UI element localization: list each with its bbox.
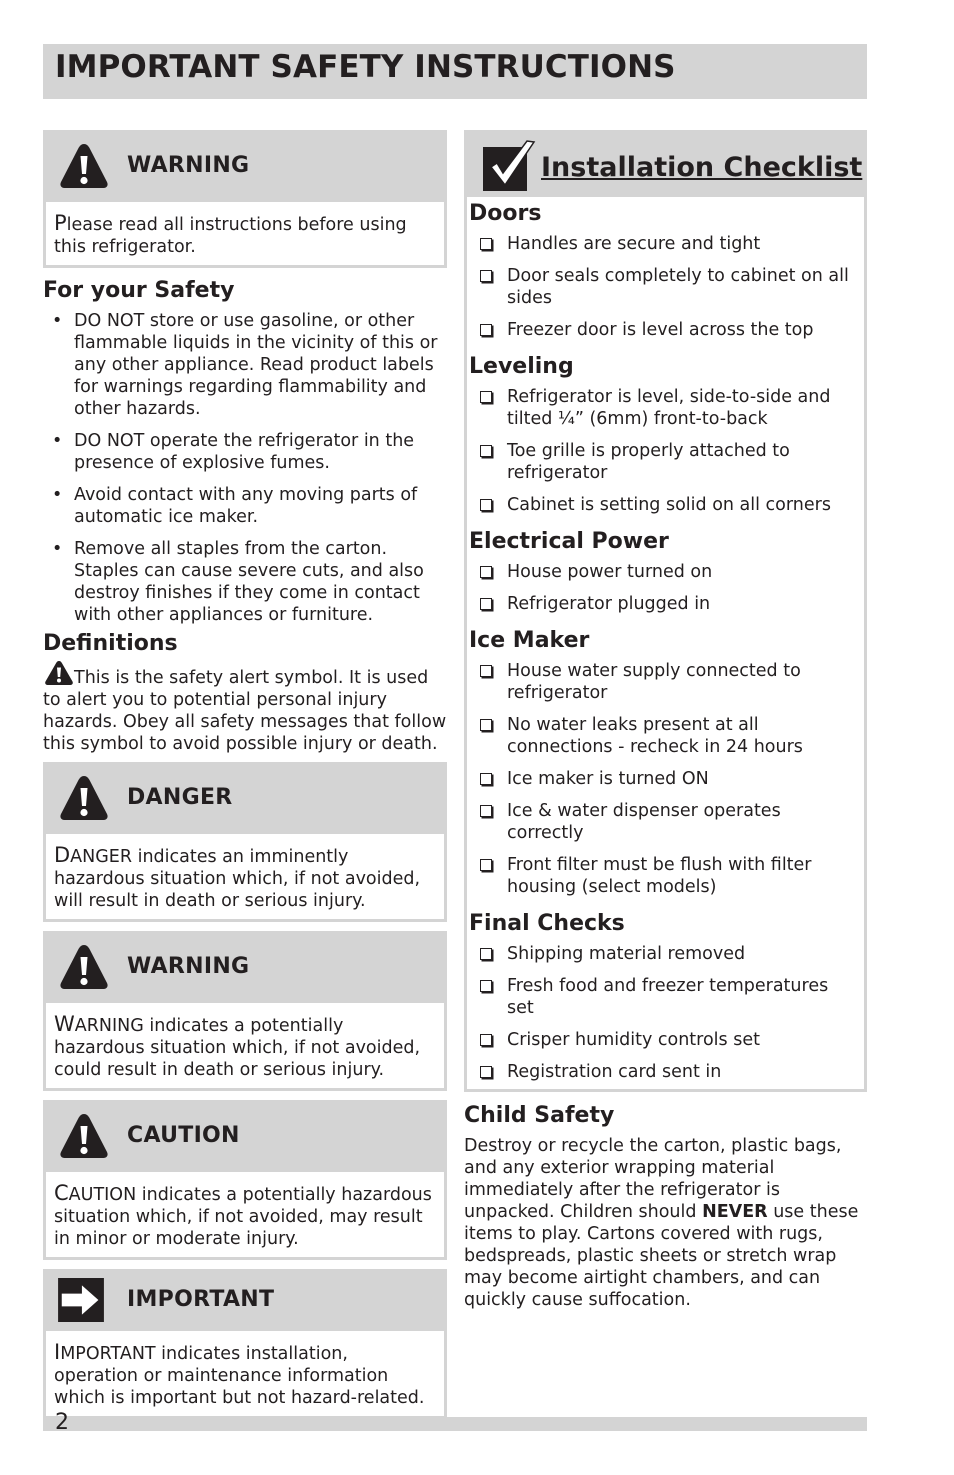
checklist-item: No water leaks present at all connections - recheck in 24 hours	[469, 714, 858, 758]
checklist-item: Refrigerator is level, side-to-side and tilted ¼” (6mm) front-to-back	[469, 386, 858, 430]
warning-label: WARNING	[127, 153, 250, 178]
checkbox-icon	[480, 859, 492, 871]
caution-label: CAUTION	[127, 1123, 240, 1148]
checklist-item: Shipping material removed	[469, 943, 858, 965]
arrow-right-icon	[58, 1278, 104, 1322]
checkbox-icon	[480, 238, 492, 250]
warning-triangle-icon	[59, 943, 109, 991]
child-safety-text: Destroy or recycle the carton, plastic bags, and any exterior wrapping material immediately after the refrigerator is unpacked. Children should NEVER use these items to play. Cartons covered with rugs, bedspreads, plastic sheets or stretch wrap may become airtight chambers, and can quickly cause suffocation.	[464, 1136, 859, 1310]
checkbox-icon	[480, 665, 492, 677]
checkmark-icon	[483, 139, 537, 191]
checklist-item: Ice & water dispenser operates correctly	[469, 800, 858, 844]
child-safety-section	[464, 1102, 867, 1311]
list-item: • DO NOT operate the refrigerator in the presence of explosive fumes.	[43, 430, 447, 474]
checklist-heading-ice-maker: Ice Maker	[469, 628, 590, 653]
checklist-item: Handles are secure and tight	[469, 233, 858, 255]
checklist-item: Fresh food and freezer temperatures set	[469, 975, 858, 1019]
warning-label: WARNING	[127, 954, 250, 979]
safety-list	[43, 310, 447, 626]
checklist-item: Ice maker is turned ON	[469, 768, 858, 790]
checkbox-icon	[480, 1034, 492, 1046]
checklist-item: Freezer door is level across the top	[469, 319, 858, 341]
warning-triangle-icon	[59, 774, 109, 822]
checkbox-icon	[480, 1066, 492, 1078]
checkbox-icon	[480, 598, 492, 610]
left-column	[43, 130, 447, 1428]
checkbox-icon	[480, 719, 492, 731]
definitions-heading: Definitions	[43, 631, 178, 656]
list-item: • DO NOT store or use gasoline, or other flammable liquids in the vicinity of this or any other appliance. Read product labels for warnings regarding flammability and other hazards.	[43, 310, 447, 420]
warning-triangle-icon	[59, 142, 109, 190]
warning-notice	[43, 931, 447, 1091]
danger-notice	[43, 762, 447, 922]
checkbox-icon	[480, 773, 492, 785]
for-your-safety-heading: For your Safety	[43, 278, 235, 303]
checklist-item: Toe grille is properly attached to refrigerator	[469, 440, 858, 484]
important-notice	[43, 1269, 447, 1419]
checkbox-icon	[480, 980, 492, 992]
checklist-item: Registration card sent in	[469, 1061, 858, 1083]
warning-triangle-icon	[59, 1112, 109, 1160]
checkbox-icon	[480, 499, 492, 511]
checklist-item: House water supply connected to refrigerator	[469, 660, 858, 704]
list-item: • Remove all staples from the carton. Staples can cause severe cuts, and also destroy finishes if they come in contact with other appliances or furniture.	[43, 538, 447, 626]
checkbox-icon	[480, 391, 492, 403]
checklist-heading-electrical-power: Electrical Power	[469, 529, 669, 554]
warning-body: Please read all instructions before using this refrigerator.	[46, 202, 444, 265]
list-item: • Avoid contact with any moving parts of automatic ice maker.	[43, 484, 447, 528]
important-body: IMPORTANT indicates installation, operation or maintenance information which is important but not hazard-related.	[46, 1331, 444, 1416]
title-bar	[43, 44, 867, 99]
warning-body: WARNING indicates a potentially hazardous situation which, if not avoided, could result in death or serious injury.	[46, 1003, 444, 1088]
checklist-heading-doors: Doors	[469, 201, 542, 226]
safety-alert-icon	[43, 660, 74, 686]
checklist-heading-final-checks: Final Checks	[469, 911, 625, 936]
checkbox-icon	[480, 445, 492, 457]
checkbox-icon	[480, 324, 492, 336]
danger-body: DANGER indicates an imminently hazardous situation which, if not avoided, will result in death or serious injury.	[46, 834, 444, 919]
child-safety-heading: Child Safety	[464, 1103, 615, 1128]
checklist-item: Crisper humidity controls set	[469, 1029, 858, 1051]
checkbox-icon	[480, 948, 492, 960]
checklist-item: Refrigerator plugged in	[469, 593, 858, 615]
caution-body: CAUTION indicates a potentially hazardous situation which, if not avoided, may result in minor or moderate injury.	[46, 1172, 444, 1257]
footer-bar	[43, 1417, 867, 1431]
danger-label: DANGER	[127, 785, 233, 810]
checkbox-icon	[480, 270, 492, 282]
important-label: IMPORTANT	[127, 1287, 275, 1312]
page-title: IMPORTANT SAFETY INSTRUCTIONS	[55, 49, 676, 85]
page-number: 2	[55, 1410, 69, 1435]
checklist-heading-leveling: Leveling	[469, 354, 574, 379]
checklist-item: Front filter must be flush with filter housing (select models)	[469, 854, 858, 898]
checklist-item: Cabinet is setting solid on all corners	[469, 494, 858, 516]
warning-notice-top	[43, 130, 447, 268]
checklist-item: House power turned on	[469, 561, 858, 583]
checkbox-icon	[480, 566, 492, 578]
right-column	[464, 130, 867, 1311]
checklist-title: Installation Checklist	[541, 152, 863, 183]
checklist-item: Door seals completely to cabinet on all sides	[469, 265, 858, 309]
definitions-text: This is the safety alert symbol. It is used to alert you to potential personal injury hazards. Obey all safety messages that follow this symbol to avoid possible injury or death.	[43, 660, 447, 755]
caution-notice	[43, 1100, 447, 1260]
installation-checklist	[464, 130, 867, 1092]
checkbox-icon	[480, 805, 492, 817]
